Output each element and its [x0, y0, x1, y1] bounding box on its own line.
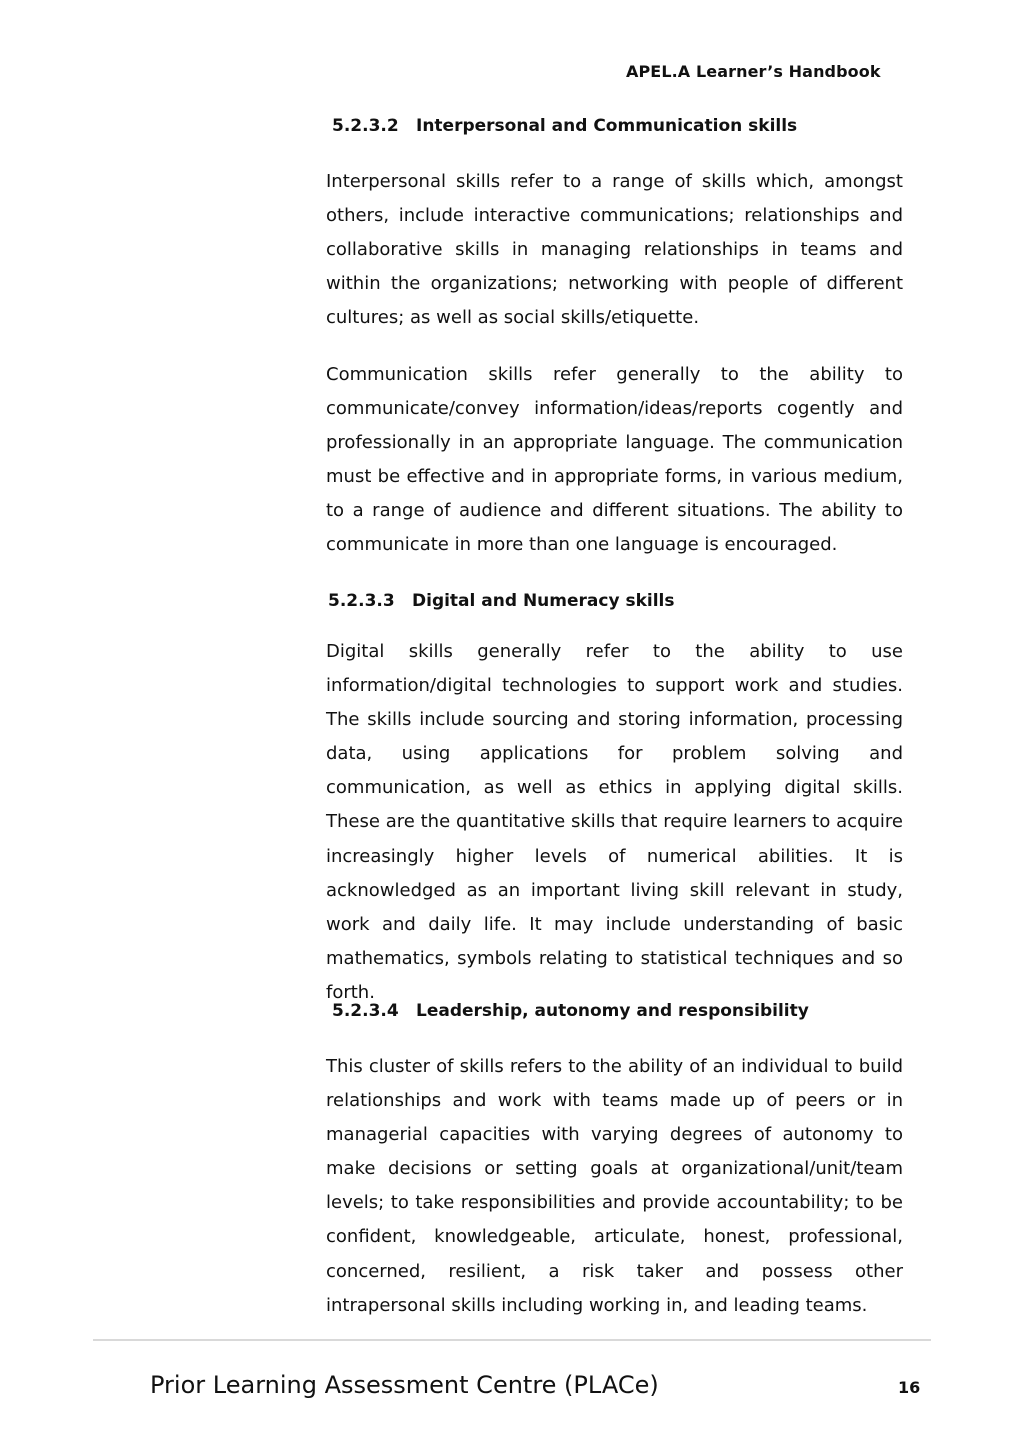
paragraph-interpersonal: Interpersonal skills refer to a range of skills which, amongst others, include interactive communications; relationships and collaborative skills in managing relationships in teams and within the organizations; networking with people of different cultures; as well as social skills/etiquette.	[326, 171, 903, 329]
document-header-title: APEL.A Learner’s Handbook	[626, 62, 881, 81]
page-number: 16	[898, 1378, 921, 1397]
paragraph-communication: Communication skills refer generally to the ability to communicate/convey information/ideas/reports cogently and professionally in an appropriate language. The communication must be effective and in appropriate forms, in various medium, to a range of audience and different situations. The ability to communicate in more than one language is encouraged.	[326, 364, 903, 556]
section-heading-leadership	[332, 1001, 809, 1021]
section-number: 5.2.3.3	[328, 591, 395, 611]
paragraph-digital-skills: Digital skills generally refer to the ability to use information/digital technologies to support work and studies. The skills include sourcing and storing information, processing data, using applications for problem solving and communication, as well as ethics in applying digital skills. These are the quantitative skills that require learners to acquire increasingly higher levels of numerical abilities. It is acknowledged as an important living skill relevant in study, work and daily life. It may include understanding of basic mathematics, symbols relating to statistical techniques and so forth.	[326, 641, 903, 1003]
footer-organization: Prior Learning Assessment Centre (PLACe)	[150, 1371, 659, 1399]
section-number: 5.2.3.2	[332, 116, 399, 136]
paragraph-leadership: This cluster of skills refers to the ability of an individual to build relationships and work with teams made up of peers or in managerial capacities with varying degrees of autonomy to make decisions or setting goals at organizational/unit/team levels; to take responsibilities and provide accountability; to be confident, knowledgeable, articulate, honest, professional, concerned, resilient, a risk taker and possess other intrapersonal skills including working in, and leading teams.	[326, 1056, 903, 1316]
section-heading-digital-numeracy	[328, 591, 674, 611]
section-heading-interpersonal	[332, 116, 797, 136]
section-number: 5.2.3.4	[332, 1001, 399, 1021]
section-title: Digital and Numeracy skills	[412, 591, 675, 611]
footer-divider	[93, 1339, 931, 1341]
section-title: Interpersonal and Communication skills	[416, 116, 798, 136]
section-title: Leadership, autonomy and responsibility	[416, 1001, 809, 1021]
